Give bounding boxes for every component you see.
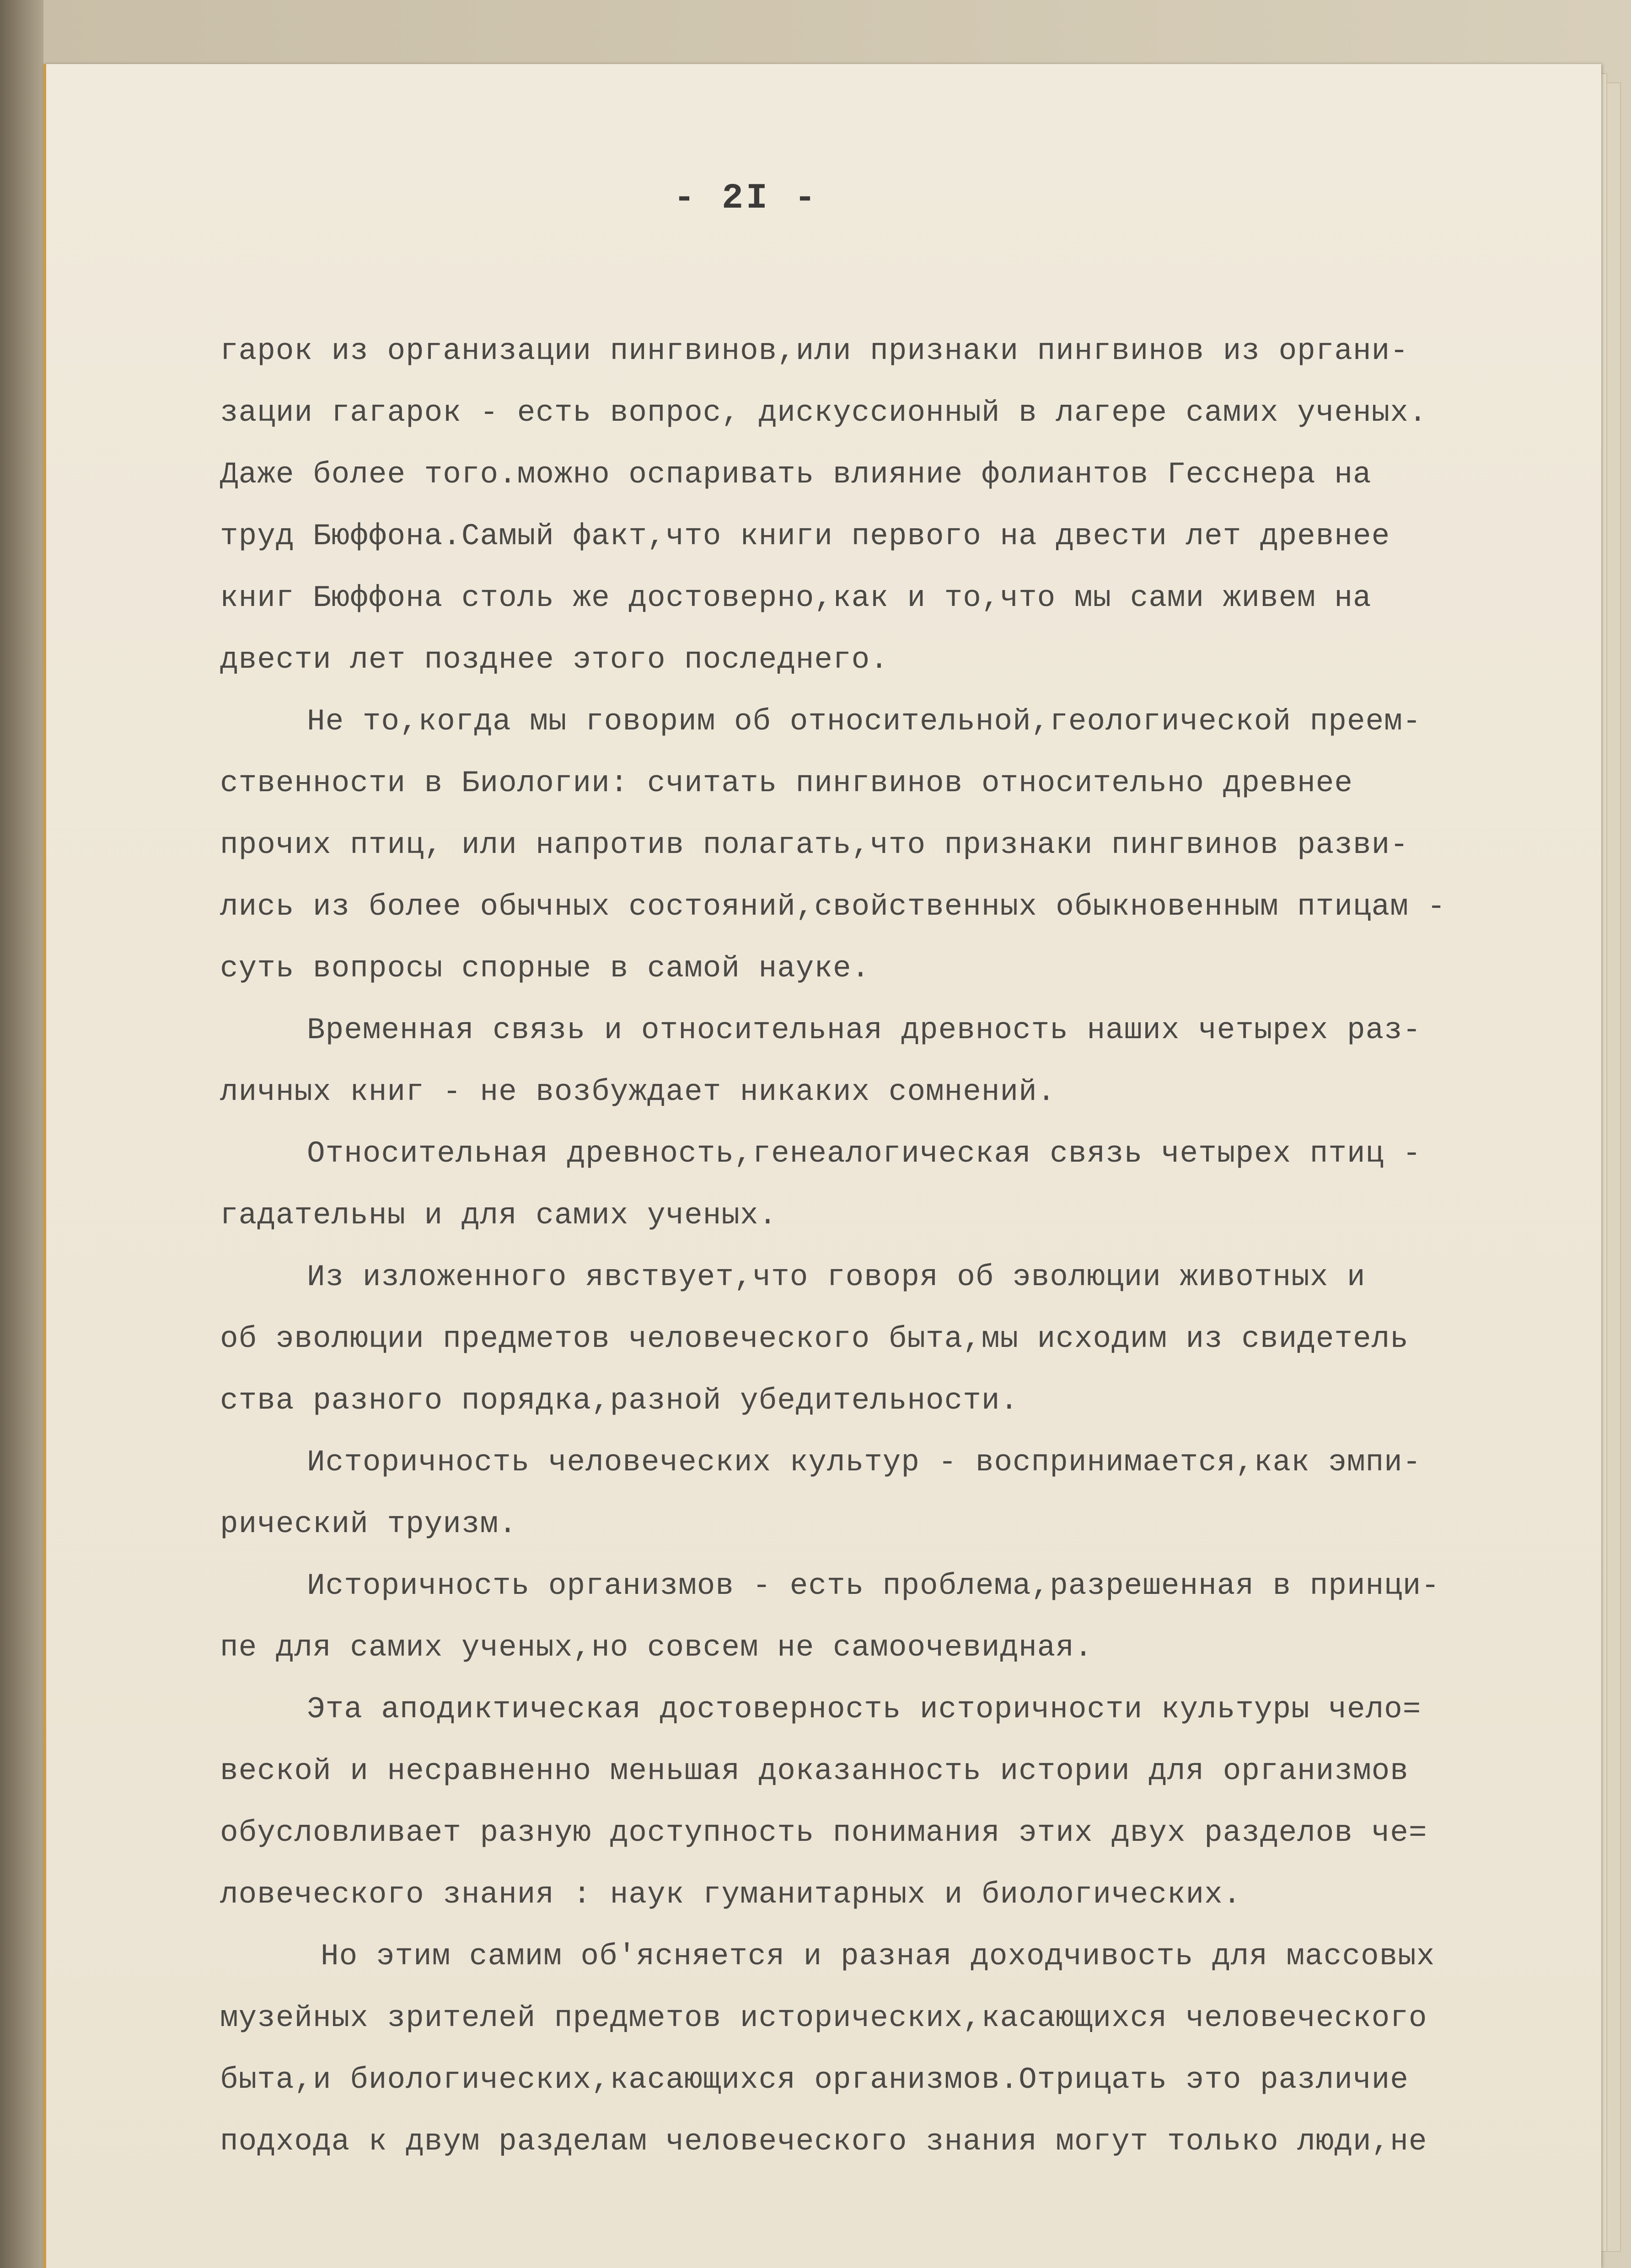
text-line: Историчность человеческих культур - воспринимается,как эмпи- <box>307 1445 1422 1480</box>
text-line: музейных зрителей предметов исторических,касающихся человеческого <box>220 2001 1427 2035</box>
text-line: Но этим самим об'ясняется и разная доходчивость для массовых <box>321 1939 1435 1973</box>
text-line: ства разного порядка,разной убедительности. <box>220 1383 1019 1418</box>
text-line: Не то,когда мы говорим об относительной,геологической преем- <box>307 704 1422 739</box>
text-line: обусловливает разную доступность понимания этих двух разделов че= <box>220 1816 1427 1850</box>
text-line: Даже более того.можно оспаривать влияние фолиантов Гесснера на <box>220 457 1372 492</box>
text-line: веской и несравненно меньшая доказанность истории для организмов <box>220 1754 1409 1788</box>
text-line: быта,и биологических,касающихся организмов.Отрицать это различие <box>220 2063 1409 2097</box>
text-line: прочих птиц, или напротив полагать,что признаки пингвинов разви- <box>220 828 1409 862</box>
text-line: рический труизм. <box>220 1507 517 1541</box>
page-number: - 2I - <box>673 178 819 219</box>
text-line: двести лет позднее этого последнего. <box>220 643 889 677</box>
text-line: Историчность организмов - есть проблема,разрешенная в принци- <box>307 1569 1440 1603</box>
text-line: ственности в Биологии: считать пингвинов относительно древнее <box>220 766 1353 800</box>
binding-shadow <box>0 0 43 2268</box>
text-line: Относительная древность,генеалогическая связь четырех птиц - <box>307 1137 1422 1171</box>
text-line: труд Бюффона.Самый факт,что книги первого на двести лет древнее <box>220 519 1390 553</box>
text-line: личных книг - не возбуждает никаких сомнений. <box>220 1075 1056 1109</box>
text-line: лись из более обычных состояний,свойственных обыкновенным птицам - <box>220 890 1446 924</box>
text-line: ловеческого знания : наук гуманитарных и биологических. <box>220 1877 1242 1912</box>
text-line: об эволюции предметов человеческого быта,мы исходим из свидетель <box>220 1322 1409 1356</box>
text-line: гарок из организации пингвинов,или признаки пингвинов из органи- <box>220 334 1409 368</box>
text-line: книг Бюффона столь же достоверно,как и то,что мы сами живем на <box>220 581 1372 615</box>
text-line: пе для самих ученых,но совсем не самоочевидная. <box>220 1630 1093 1665</box>
typed-page <box>43 64 1601 2268</box>
text-line: Из изложенного явствует,что говоря об эволюции животных и <box>307 1260 1366 1294</box>
text-line: Временная связь и относительная древность наших четырех раз- <box>307 1013 1422 1047</box>
text-line: подхода к двум разделам человеческого знания могут только люди,не <box>220 2124 1427 2159</box>
text-line: зации гагарок - есть вопрос, дискуссионный в лагере самих ученых. <box>220 396 1427 430</box>
text-line: суть вопросы спорные в самой науке. <box>220 951 870 986</box>
body-text <box>220 320 1601 2172</box>
text-line: Эта аподиктическая достоверность историчности культуры чело= <box>307 1692 1422 1726</box>
text-line: гадательны и для самих ученых. <box>220 1198 778 1233</box>
